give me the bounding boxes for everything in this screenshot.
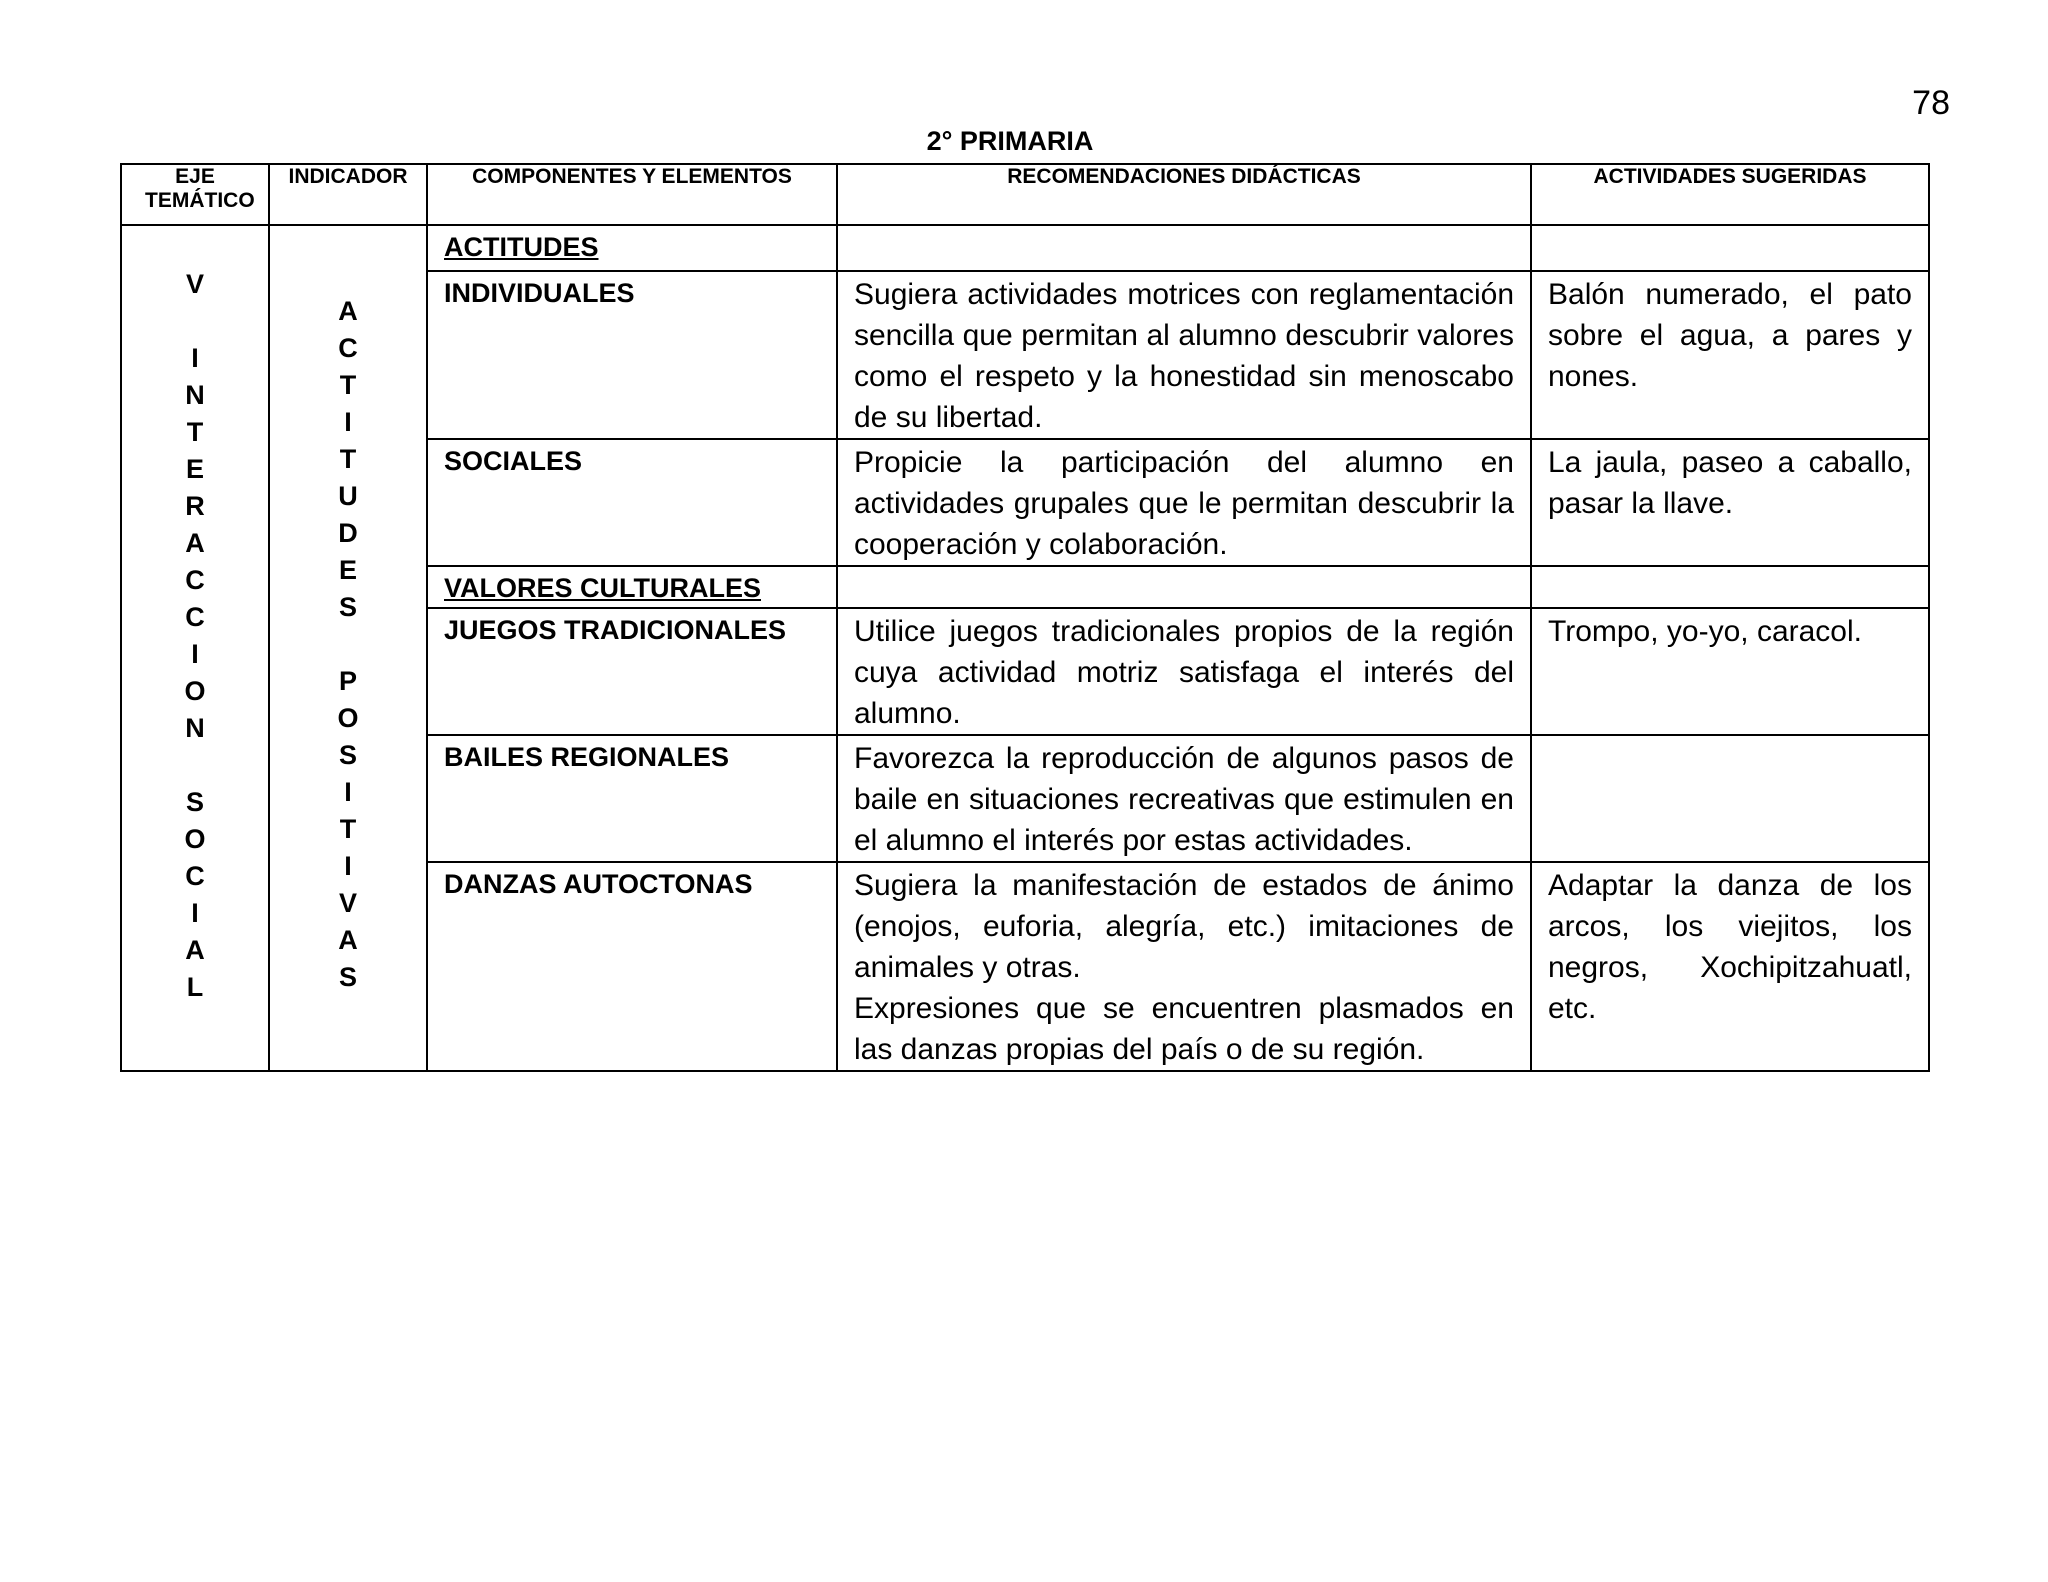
componente-cell: ACTITUDES	[427, 225, 837, 271]
eje-letter: L	[186, 972, 204, 1002]
indicador-letter: E	[338, 555, 357, 585]
curriculum-table	[120, 163, 1930, 1072]
eje-letter: A	[185, 935, 205, 965]
indicador-letters	[270, 226, 426, 996]
header-componentes: COMPONENTES Y ELEMENTOS	[427, 164, 837, 225]
indicador-letter: V	[338, 888, 357, 918]
recomendacion-cell: Utilice juegos tradicionales propios de la región cuya actividad motriz satisfaga el interés del alumno.	[837, 608, 1531, 735]
table-row	[121, 225, 1929, 271]
indicador-letter: A	[338, 925, 358, 955]
actividad-cell	[1531, 566, 1929, 608]
header-eje-tematico: EJE TEMÁTICO	[121, 164, 269, 225]
header-recomendaciones: RECOMENDACIONES DIDÁCTICAS	[837, 164, 1531, 225]
eje-letter: R	[185, 491, 205, 521]
actividad-cell: La jaula, paseo a caballo, pasar la llave.	[1531, 439, 1929, 566]
header-actividades: ACTIVIDADES SUGERIDAS	[1531, 164, 1929, 225]
eje-tematico-letters	[122, 226, 268, 1006]
indicador-letter: I	[344, 407, 352, 437]
recomendacion-cell	[837, 566, 1531, 608]
indicador-letter: A	[338, 296, 358, 326]
indicador-letter: O	[337, 703, 359, 733]
recomendacion-cell: Propicie la participación del alumno en actividades grupales que le permitan descubrir la cooperación y colaboración.	[837, 439, 1531, 566]
indicador-letter: S	[338, 592, 357, 622]
recomendacion-paragraph: Expresiones que se encuentren plasmados en las danzas propias del país o de su región.	[854, 992, 1514, 1066]
componente-cell: JUEGOS TRADICIONALES	[427, 608, 837, 735]
recomendacion-paragraph: Sugiera la manifestación de estados de ánimo (enojos, euforia, alegría, etc.) imitaciones de animales y otras.	[854, 869, 1514, 984]
indicador-letter: D	[338, 518, 358, 548]
indicador-cell	[269, 225, 427, 1071]
actividad-cell: Balón numerado, el pato sobre el agua, a pares y nones.	[1531, 271, 1929, 439]
recomendacion-cell	[837, 862, 1531, 1071]
eje-letter: C	[185, 861, 205, 891]
componente-cell: VALORES CULTURALES	[427, 566, 837, 608]
actividad-cell: Adaptar la danza de los arcos, los viejitos, los negros, Xochipitzahuatl, etc.	[1531, 862, 1929, 1071]
indicador-letter: I	[344, 851, 352, 881]
componente-cell: BAILES REGIONALES	[427, 735, 837, 862]
actividad-cell	[1531, 225, 1929, 271]
page-number: 78	[1912, 84, 1950, 122]
eje-letter: N	[185, 713, 205, 743]
eje-letter: S	[185, 787, 204, 817]
componente-cell: SOCIALES	[427, 439, 837, 566]
indicador-letter: S	[338, 962, 357, 992]
header-indicador: INDICADOR	[269, 164, 427, 225]
componente-cell: INDIVIDUALES	[427, 271, 837, 439]
indicador-letter: P	[338, 666, 357, 696]
eje-letter: O	[184, 824, 206, 854]
indicador-letter: T	[339, 444, 357, 474]
eje-tematico-cell	[121, 225, 269, 1071]
indicador-letter: U	[338, 481, 358, 511]
indicador-letter: T	[339, 370, 357, 400]
componente-cell: DANZAS AUTOCTONAS	[427, 862, 837, 1071]
table-header-row	[121, 164, 1929, 225]
recomendacion-cell: Sugiera actividades motrices con reglamentación sencilla que permitan al alumno descubrir valores como el respeto y la honestidad sin menoscabo de su libertad.	[837, 271, 1531, 439]
document-title: 2° PRIMARIA	[926, 126, 1094, 156]
eje-letter: O	[184, 676, 206, 706]
indicador-letter: C	[338, 333, 358, 363]
eje-letter: C	[185, 565, 205, 595]
eje-letter: I	[191, 639, 199, 669]
actividad-cell: Trompo, yo-yo, caracol.	[1531, 608, 1929, 735]
recomendacion-cell	[837, 225, 1531, 271]
eje-letter: N	[185, 380, 205, 410]
indicador-letter: I	[344, 777, 352, 807]
actividad-cell	[1531, 735, 1929, 862]
eje-letter: V	[185, 269, 204, 299]
eje-letter: I	[191, 343, 199, 373]
indicador-letter: T	[339, 814, 357, 844]
eje-letter: C	[185, 602, 205, 632]
indicador-letter: S	[338, 740, 357, 770]
eje-letter: I	[191, 898, 199, 928]
recomendacion-cell: Favorezca la reproducción de algunos pasos de baile en situaciones recreativas que estimulen en el alumno el interés por estas actividades.	[837, 735, 1531, 862]
eje-letter: A	[185, 528, 205, 558]
eje-letter: T	[186, 417, 204, 447]
eje-letter: E	[185, 454, 204, 484]
